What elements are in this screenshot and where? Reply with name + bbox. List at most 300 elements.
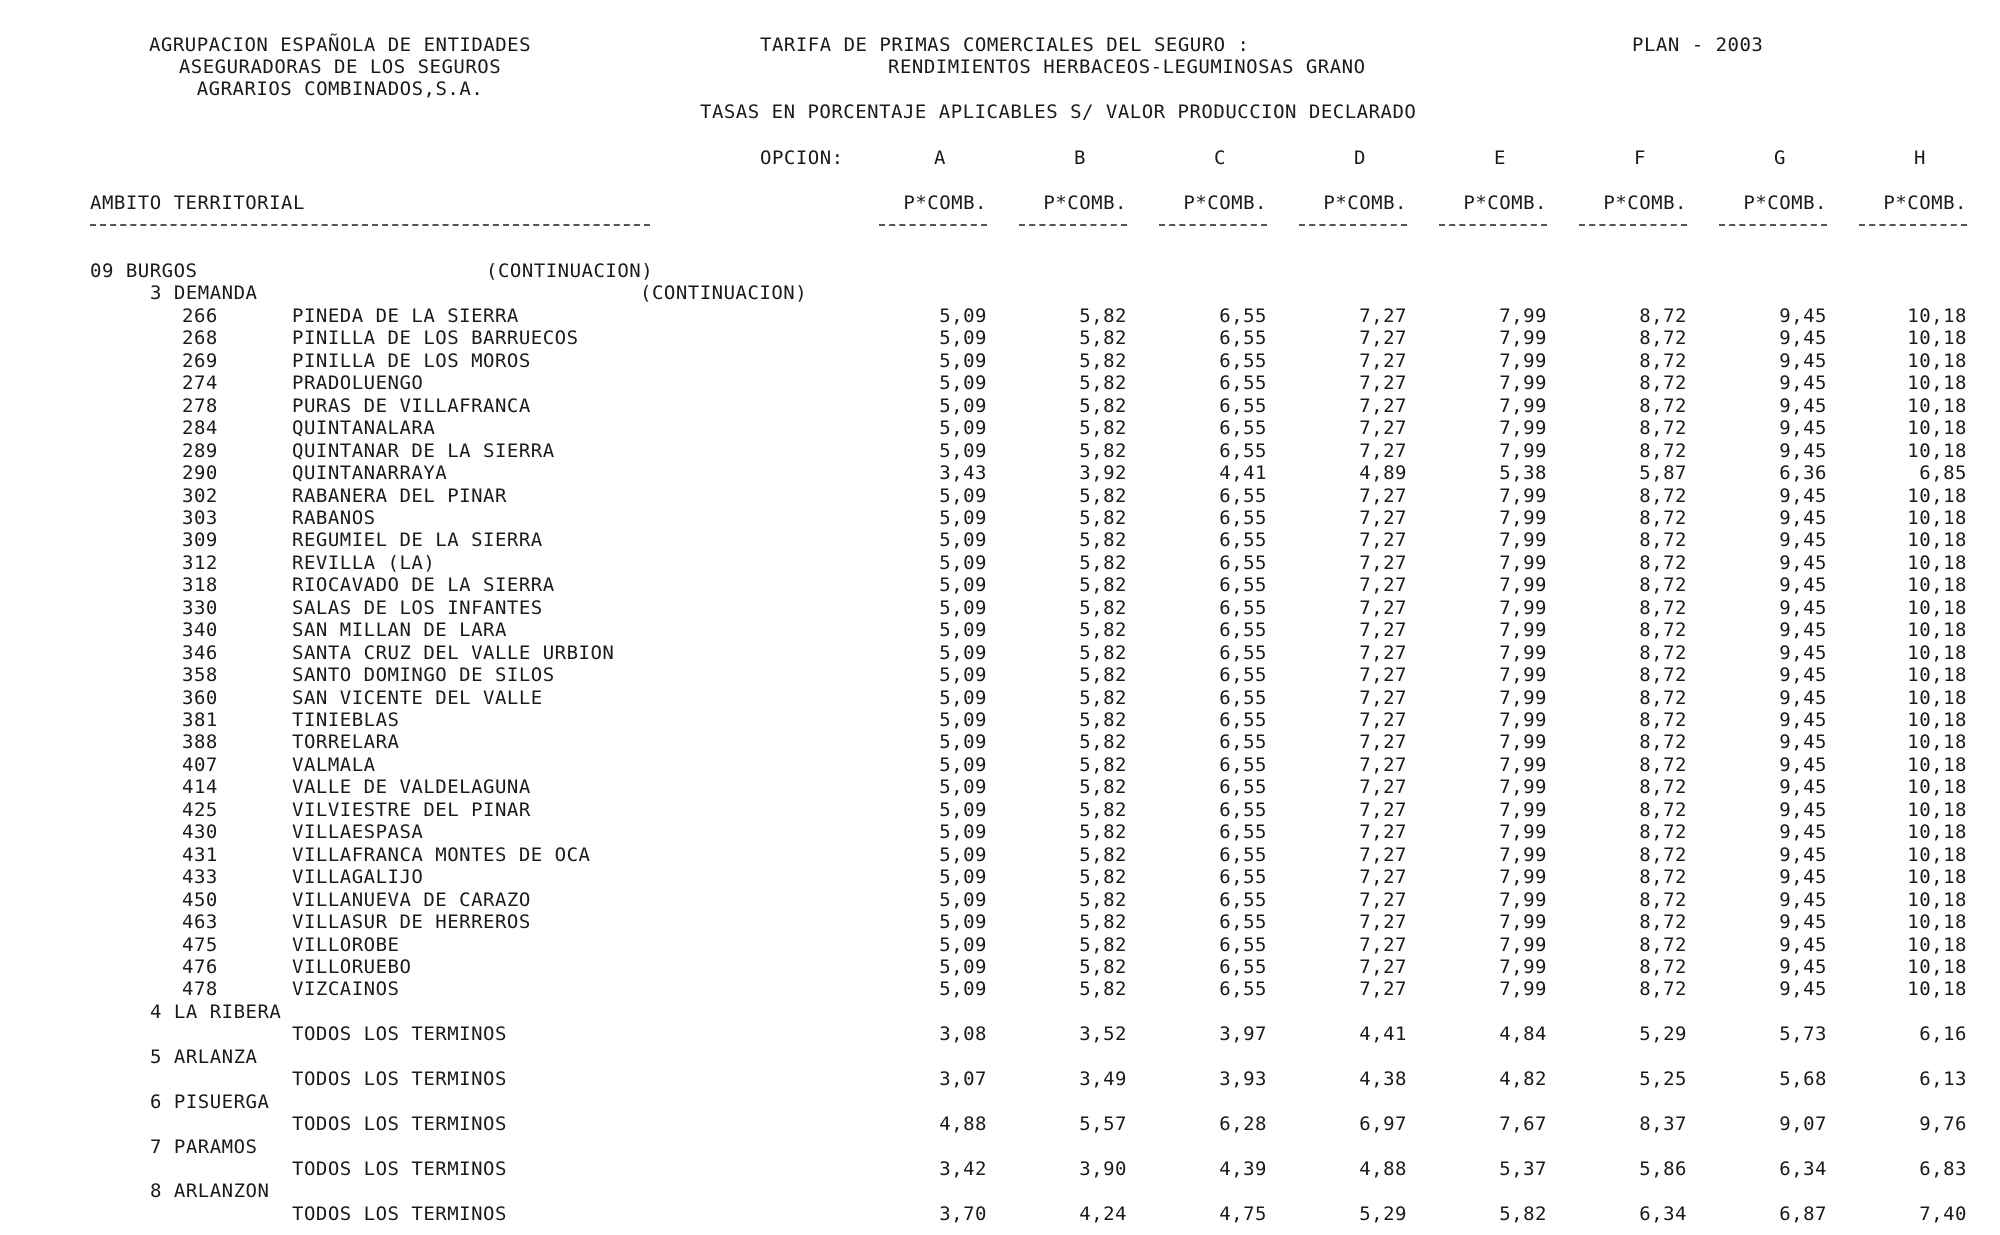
municipality-code: 425 [182, 799, 218, 821]
rate-cell-a: 5,09 [939, 821, 987, 843]
rate-cell-h: 10,18 [1907, 305, 1967, 327]
rate-cell-a: 3,07 [939, 1068, 987, 1090]
rate-cell-g: 9,45 [1779, 574, 1827, 596]
rate-cell-d: 5,29 [1359, 1203, 1407, 1225]
municipality-name: VIZCAINOS [292, 978, 400, 1000]
rate-cell-d: 7,27 [1359, 642, 1407, 664]
rate-cell-f: 8,72 [1639, 664, 1687, 686]
rate-cell-b: 5,82 [1079, 956, 1127, 978]
municipality-name: RABANERA DEL PINAR [292, 485, 507, 507]
rate-cell-c: 6,28 [1219, 1113, 1267, 1135]
rate-cell-d: 7,27 [1359, 776, 1407, 798]
rate-cell-h: 10,18 [1907, 350, 1967, 372]
rate-cell-f: 8,72 [1639, 731, 1687, 753]
comarca-heading: 5 ARLANZA [150, 1046, 258, 1068]
municipality-name: TORRELARA [292, 731, 400, 753]
municipality-code: 476 [182, 956, 218, 978]
rate-cell-g: 9,45 [1779, 866, 1827, 888]
rate-cell-g: 9,45 [1779, 597, 1827, 619]
municipality-code: 430 [182, 821, 218, 843]
option-label: OPCION: [760, 147, 844, 169]
comarca-heading: 6 PISUERGA [150, 1091, 270, 1113]
municipality-name: PURAS DE VILLAFRANCA [292, 395, 531, 417]
column-header-h: P*COMB. [1883, 192, 1967, 214]
rate-cell-f: 6,34 [1639, 1203, 1687, 1225]
comarca-heading: 8 ARLANZON [150, 1180, 270, 1202]
rate-cell-d: 7,27 [1359, 485, 1407, 507]
org-name-line-1: AGRUPACION ESPAÑOLA DE ENTIDADES [148, 34, 532, 56]
rate-cell-e: 7,99 [1499, 687, 1547, 709]
rate-cell-f: 8,72 [1639, 821, 1687, 843]
rate-cell-g: 9,45 [1779, 687, 1827, 709]
rate-cell-a: 4,88 [939, 1113, 987, 1135]
rate-cell-e: 7,99 [1499, 507, 1547, 529]
municipality-code: 388 [182, 731, 218, 753]
column-header-a: P*COMB. [903, 192, 987, 214]
rate-cell-f: 8,72 [1639, 305, 1687, 327]
rate-cell-b: 5,82 [1079, 417, 1127, 439]
rate-cell-c: 6,55 [1219, 574, 1267, 596]
rate-cell-h: 10,18 [1907, 978, 1967, 1000]
rate-cell-f: 8,72 [1639, 327, 1687, 349]
rate-cell-a: 5,09 [939, 507, 987, 529]
rate-cell-b: 5,82 [1079, 485, 1127, 507]
continuation-note: (CONTINUACION) [486, 260, 654, 282]
rate-cell-f: 8,72 [1639, 978, 1687, 1000]
rate-cell-c: 6,55 [1219, 664, 1267, 686]
rate-cell-a: 5,09 [939, 911, 987, 933]
municipality-code: 268 [182, 327, 218, 349]
comarca-heading: 4 LA RIBERA [150, 1001, 282, 1023]
rate-cell-b: 5,82 [1079, 507, 1127, 529]
rate-cell-g: 6,34 [1779, 1158, 1827, 1180]
rate-cell-d: 7,27 [1359, 597, 1407, 619]
municipality-code: 269 [182, 350, 218, 372]
rate-cell-c: 6,55 [1219, 417, 1267, 439]
rate-cell-g: 9,45 [1779, 776, 1827, 798]
rate-cell-d: 7,27 [1359, 619, 1407, 641]
rate-cell-h: 10,18 [1907, 776, 1967, 798]
rate-cell-c: 6,55 [1219, 507, 1267, 529]
rate-cell-d: 7,27 [1359, 889, 1407, 911]
rate-cell-e: 7,99 [1499, 978, 1547, 1000]
column-header-f: P*COMB. [1603, 192, 1687, 214]
rate-cell-a: 3,42 [939, 1158, 987, 1180]
rate-cell-a: 5,09 [939, 709, 987, 731]
rate-cell-g: 9,45 [1779, 934, 1827, 956]
rate-cell-b: 5,82 [1079, 619, 1127, 641]
rate-cell-g: 9,45 [1779, 350, 1827, 372]
rate-cell-g: 9,45 [1779, 664, 1827, 686]
option-g: G [1774, 147, 1786, 169]
rate-cell-h: 10,18 [1907, 889, 1967, 911]
rate-cell-c: 6,55 [1219, 709, 1267, 731]
rate-cell-h: 10,18 [1907, 799, 1967, 821]
municipality-name: SALAS DE LOS INFANTES [292, 597, 543, 619]
rate-cell-f: 8,37 [1639, 1113, 1687, 1135]
municipality-name: SANTO DOMINGO DE SILOS [292, 664, 555, 686]
rate-cell-b: 4,24 [1079, 1203, 1127, 1225]
rate-cell-f: 5,87 [1639, 462, 1687, 484]
org-name-line-2: ASEGURADORAS DE LOS SEGUROS [178, 56, 502, 78]
municipality-code: 266 [182, 305, 218, 327]
rate-cell-h: 10,18 [1907, 417, 1967, 439]
rate-cell-h: 10,18 [1907, 529, 1967, 551]
municipality-code: 330 [182, 597, 218, 619]
rate-cell-e: 7,99 [1499, 664, 1547, 686]
tariff-title-line-1: TARIFA DE PRIMAS COMERCIALES DEL SEGURO : [760, 34, 1250, 56]
rate-cell-h: 10,18 [1907, 866, 1967, 888]
rate-cell-h: 10,18 [1907, 934, 1967, 956]
rate-cell-e: 4,84 [1499, 1023, 1547, 1045]
rate-cell-h: 10,18 [1907, 485, 1967, 507]
continuation-note: (CONTINUACION) [640, 282, 808, 304]
rate-cell-d: 7,27 [1359, 529, 1407, 551]
rate-cell-b: 5,82 [1079, 799, 1127, 821]
rate-cell-d: 7,27 [1359, 754, 1407, 776]
rate-cell-d: 7,27 [1359, 934, 1407, 956]
municipality-name: VALMALA [292, 754, 376, 776]
rate-cell-e: 7,99 [1499, 731, 1547, 753]
municipality-code: 289 [182, 440, 218, 462]
rate-cell-f: 8,72 [1639, 642, 1687, 664]
rate-cell-a: 3,08 [939, 1023, 987, 1045]
rate-cell-g: 9,45 [1779, 619, 1827, 641]
rate-cell-f: 8,72 [1639, 889, 1687, 911]
province-heading: 09 BURGOS [90, 260, 198, 282]
rate-cell-b: 5,82 [1079, 776, 1127, 798]
rate-cell-g: 9,45 [1779, 978, 1827, 1000]
rate-cell-g: 5,73 [1779, 1023, 1827, 1045]
municipality-name: VILLOROBE [292, 934, 400, 956]
rate-cell-e: 7,99 [1499, 305, 1547, 327]
rate-cell-c: 4,39 [1219, 1158, 1267, 1180]
municipality-code: 274 [182, 372, 218, 394]
rate-cell-f: 8,72 [1639, 395, 1687, 417]
rate-cell-b: 5,82 [1079, 664, 1127, 686]
municipality-code: 478 [182, 978, 218, 1000]
rate-cell-a: 5,09 [939, 372, 987, 394]
rate-cell-a: 5,09 [939, 305, 987, 327]
rate-cell-c: 4,75 [1219, 1203, 1267, 1225]
column-header-g: P*COMB. [1743, 192, 1827, 214]
rate-cell-h: 10,18 [1907, 642, 1967, 664]
rate-cell-f: 8,72 [1639, 485, 1687, 507]
rate-cell-f: 5,25 [1639, 1068, 1687, 1090]
rate-cell-a: 5,09 [939, 597, 987, 619]
rate-cell-a: 5,09 [939, 956, 987, 978]
municipality-name: VILLAFRANCA MONTES DE OCA [292, 844, 591, 866]
rate-cell-c: 6,55 [1219, 776, 1267, 798]
rate-cell-f: 8,72 [1639, 350, 1687, 372]
rate-cell-c: 6,55 [1219, 889, 1267, 911]
rate-cell-h: 6,83 [1919, 1158, 1967, 1180]
rate-cell-h: 7,40 [1919, 1203, 1967, 1225]
rate-cell-d: 7,27 [1359, 687, 1407, 709]
rate-cell-f: 8,72 [1639, 597, 1687, 619]
municipality-name: SAN VICENTE DEL VALLE [292, 687, 543, 709]
municipality-name: QUINTANALARA [292, 417, 436, 439]
rate-cell-a: 5,09 [939, 731, 987, 753]
rate-cell-d: 7,27 [1359, 395, 1407, 417]
column-header-b: P*COMB. [1043, 192, 1127, 214]
rate-cell-f: 5,29 [1639, 1023, 1687, 1045]
rate-cell-h: 10,18 [1907, 395, 1967, 417]
rate-cell-c: 6,55 [1219, 866, 1267, 888]
rate-cell-e: 7,99 [1499, 754, 1547, 776]
rate-cell-h: 9,76 [1919, 1113, 1967, 1135]
rate-cell-g: 9,45 [1779, 327, 1827, 349]
rate-cell-f: 8,72 [1639, 754, 1687, 776]
municipality-name: VILLAGALIJO [292, 866, 424, 888]
rate-cell-d: 4,88 [1359, 1158, 1407, 1180]
rate-cell-b: 3,52 [1079, 1023, 1127, 1045]
org-name-line-3: AGRARIOS COMBINADOS,S.A. [196, 78, 484, 100]
rate-cell-f: 8,72 [1639, 776, 1687, 798]
option-c: C [1214, 147, 1226, 169]
municipality-name: PINILLA DE LOS MOROS [292, 350, 531, 372]
rate-cell-a: 5,09 [939, 619, 987, 641]
rate-cell-a: 5,09 [939, 440, 987, 462]
rate-cell-g: 9,45 [1779, 821, 1827, 843]
rate-cell-b: 5,82 [1079, 597, 1127, 619]
rate-cell-g: 9,45 [1779, 754, 1827, 776]
municipality-code: 290 [182, 462, 218, 484]
rate-cell-a: 5,09 [939, 350, 987, 372]
rate-cell-d: 7,27 [1359, 417, 1407, 439]
municipality-code: 381 [182, 709, 218, 731]
todos-los-terminos-label: TODOS LOS TERMINOS [292, 1158, 507, 1180]
rate-cell-e: 7,99 [1499, 709, 1547, 731]
todos-los-terminos-label: TODOS LOS TERMINOS [292, 1068, 507, 1090]
rate-cell-b: 5,82 [1079, 754, 1127, 776]
rate-cell-d: 7,27 [1359, 956, 1407, 978]
option-f: F [1634, 147, 1646, 169]
rate-cell-b: 5,82 [1079, 395, 1127, 417]
rate-cell-c: 3,93 [1219, 1068, 1267, 1090]
rate-cell-d: 7,27 [1359, 372, 1407, 394]
municipality-code: 433 [182, 866, 218, 888]
rate-cell-d: 7,27 [1359, 978, 1407, 1000]
municipality-code: 284 [182, 417, 218, 439]
rate-cell-e: 7,99 [1499, 372, 1547, 394]
rate-cell-g: 9,45 [1779, 911, 1827, 933]
rate-cell-f: 8,72 [1639, 934, 1687, 956]
rate-cell-a: 5,09 [939, 485, 987, 507]
rate-cell-f: 8,72 [1639, 574, 1687, 596]
rate-cell-b: 5,82 [1079, 574, 1127, 596]
tariff-title-line-2: RENDIMIENTOS HERBACEOS-LEGUMINOSAS GRANO [888, 56, 1366, 78]
rate-cell-f: 8,72 [1639, 844, 1687, 866]
rate-cell-a: 5,09 [939, 417, 987, 439]
municipality-code: 360 [182, 687, 218, 709]
rate-cell-e: 7,99 [1499, 866, 1547, 888]
rate-cell-a: 5,09 [939, 866, 987, 888]
rate-cell-c: 6,55 [1219, 844, 1267, 866]
column-header-d: P*COMB. [1323, 192, 1407, 214]
rate-cell-c: 6,55 [1219, 597, 1267, 619]
rate-cell-a: 5,09 [939, 889, 987, 911]
rate-cell-d: 4,41 [1359, 1023, 1407, 1045]
municipality-code: 358 [182, 664, 218, 686]
rate-cell-d: 4,38 [1359, 1068, 1407, 1090]
rate-cell-e: 7,99 [1499, 350, 1547, 372]
rate-cell-h: 10,18 [1907, 552, 1967, 574]
rate-cell-c: 6,55 [1219, 799, 1267, 821]
rate-cell-c: 6,55 [1219, 350, 1267, 372]
rate-cell-b: 5,82 [1079, 934, 1127, 956]
rate-cell-c: 6,55 [1219, 485, 1267, 507]
rate-cell-g: 9,45 [1779, 709, 1827, 731]
rate-cell-b: 5,82 [1079, 709, 1127, 731]
rate-cell-h: 10,18 [1907, 911, 1967, 933]
rate-cell-h: 10,18 [1907, 821, 1967, 843]
rate-cell-f: 8,72 [1639, 507, 1687, 529]
rate-cell-d: 7,27 [1359, 574, 1407, 596]
rate-cell-c: 6,55 [1219, 934, 1267, 956]
rate-cell-c: 6,55 [1219, 978, 1267, 1000]
rate-cell-b: 5,82 [1079, 642, 1127, 664]
rate-cell-c: 6,55 [1219, 327, 1267, 349]
rate-cell-g: 9,45 [1779, 642, 1827, 664]
rate-cell-a: 5,09 [939, 395, 987, 417]
column-header-e: P*COMB. [1463, 192, 1547, 214]
rate-cell-c: 6,55 [1219, 731, 1267, 753]
rate-cell-b: 5,82 [1079, 529, 1127, 551]
rate-cell-d: 7,27 [1359, 305, 1407, 327]
rate-cell-g: 9,45 [1779, 395, 1827, 417]
rate-cell-g: 6,36 [1779, 462, 1827, 484]
rate-cell-d: 7,27 [1359, 844, 1407, 866]
rate-cell-a: 5,09 [939, 978, 987, 1000]
rate-cell-b: 3,49 [1079, 1068, 1127, 1090]
rate-cell-c: 4,41 [1219, 462, 1267, 484]
rate-cell-a: 5,09 [939, 327, 987, 349]
rate-cell-a: 5,09 [939, 754, 987, 776]
rate-cell-d: 7,27 [1359, 866, 1407, 888]
rate-cell-d: 7,27 [1359, 552, 1407, 574]
rate-cell-a: 5,09 [939, 799, 987, 821]
municipality-name: VILLASUR DE HERREROS [292, 911, 531, 933]
rate-cell-b: 5,82 [1079, 552, 1127, 574]
rate-cell-e: 5,37 [1499, 1158, 1547, 1180]
rate-cell-a: 3,70 [939, 1203, 987, 1225]
rate-cell-e: 7,99 [1499, 574, 1547, 596]
rate-cell-g: 9,45 [1779, 956, 1827, 978]
rate-cell-e: 7,99 [1499, 956, 1547, 978]
rate-cell-e: 7,99 [1499, 485, 1547, 507]
rate-cell-d: 4,89 [1359, 462, 1407, 484]
rate-cell-e: 7,99 [1499, 642, 1547, 664]
option-d: D [1354, 147, 1366, 169]
rate-cell-d: 7,27 [1359, 664, 1407, 686]
municipality-name: VILLAESPASA [292, 821, 424, 843]
rate-cell-c: 6,55 [1219, 687, 1267, 709]
rate-cell-e: 7,67 [1499, 1113, 1547, 1135]
rate-cell-e: 7,99 [1499, 327, 1547, 349]
rate-cell-g: 5,68 [1779, 1068, 1827, 1090]
rate-cell-h: 10,18 [1907, 574, 1967, 596]
rate-cell-b: 5,57 [1079, 1113, 1127, 1135]
rate-cell-g: 9,45 [1779, 799, 1827, 821]
rate-cell-f: 8,72 [1639, 911, 1687, 933]
rate-cell-g: 9,45 [1779, 507, 1827, 529]
plan-label: PLAN - 2003 [1632, 34, 1764, 56]
rate-cell-a: 5,09 [939, 776, 987, 798]
rate-cell-a: 5,09 [939, 934, 987, 956]
municipality-code: 475 [182, 934, 218, 956]
option-a: A [934, 147, 946, 169]
rate-cell-b: 5,82 [1079, 889, 1127, 911]
todos-los-terminos-label: TODOS LOS TERMINOS [292, 1113, 507, 1135]
rate-cell-b: 5,82 [1079, 350, 1127, 372]
rate-cell-g: 9,45 [1779, 305, 1827, 327]
rate-cell-h: 10,18 [1907, 687, 1967, 709]
rate-cell-h: 10,18 [1907, 754, 1967, 776]
rate-cell-f: 8,72 [1639, 687, 1687, 709]
rate-cell-f: 8,72 [1639, 529, 1687, 551]
rate-cell-g: 9,45 [1779, 372, 1827, 394]
rate-cell-e: 7,99 [1499, 934, 1547, 956]
rate-cell-g: 6,87 [1779, 1203, 1827, 1225]
option-e: E [1494, 147, 1506, 169]
rate-cell-b: 5,82 [1079, 687, 1127, 709]
rate-cell-a: 5,09 [939, 687, 987, 709]
rate-cell-b: 5,82 [1079, 305, 1127, 327]
rate-cell-e: 7,99 [1499, 440, 1547, 462]
rate-cell-d: 7,27 [1359, 911, 1407, 933]
rate-cell-h: 10,18 [1907, 327, 1967, 349]
municipality-code: 346 [182, 642, 218, 664]
rate-cell-c: 6,55 [1219, 619, 1267, 641]
municipality-code: 302 [182, 485, 218, 507]
rate-cell-h: 10,18 [1907, 844, 1967, 866]
rate-cell-f: 8,72 [1639, 417, 1687, 439]
rate-cell-h: 10,18 [1907, 440, 1967, 462]
rate-cell-d: 6,97 [1359, 1113, 1407, 1135]
rate-cell-f: 8,72 [1639, 552, 1687, 574]
rates-subtitle: TASAS EN PORCENTAJE APLICABLES S/ VALOR PRODUCCION DECLARADO [700, 101, 1417, 123]
rate-cell-h: 10,18 [1907, 507, 1967, 529]
municipality-code: 318 [182, 574, 218, 596]
rate-cell-g: 9,45 [1779, 529, 1827, 551]
rate-cell-a: 5,09 [939, 664, 987, 686]
municipality-code: 303 [182, 507, 218, 529]
municipality-name: QUINTANAR DE LA SIERRA [292, 440, 555, 462]
rate-cell-b: 5,82 [1079, 866, 1127, 888]
rate-cell-h: 10,18 [1907, 956, 1967, 978]
rate-cell-c: 6,55 [1219, 821, 1267, 843]
rate-cell-b: 5,82 [1079, 978, 1127, 1000]
municipality-name: REGUMIEL DE LA SIERRA [292, 529, 543, 551]
comarca-heading: 3 DEMANDA [150, 282, 258, 304]
rate-cell-e: 7,99 [1499, 529, 1547, 551]
rate-cell-b: 3,92 [1079, 462, 1127, 484]
rate-cell-h: 6,16 [1919, 1023, 1967, 1045]
municipality-name: VILLORUEBO [292, 956, 412, 978]
rate-cell-c: 6,55 [1219, 642, 1267, 664]
option-h: H [1914, 147, 1926, 169]
municipality-name: SANTA CRUZ DEL VALLE URBION [292, 642, 615, 664]
rate-cell-g: 9,07 [1779, 1113, 1827, 1135]
rate-cell-g: 9,45 [1779, 844, 1827, 866]
rate-cell-f: 8,72 [1639, 440, 1687, 462]
municipality-code: 312 [182, 552, 218, 574]
rate-cell-e: 7,99 [1499, 395, 1547, 417]
rate-cell-d: 7,27 [1359, 799, 1407, 821]
municipality-code: 278 [182, 395, 218, 417]
rate-cell-c: 6,55 [1219, 440, 1267, 462]
